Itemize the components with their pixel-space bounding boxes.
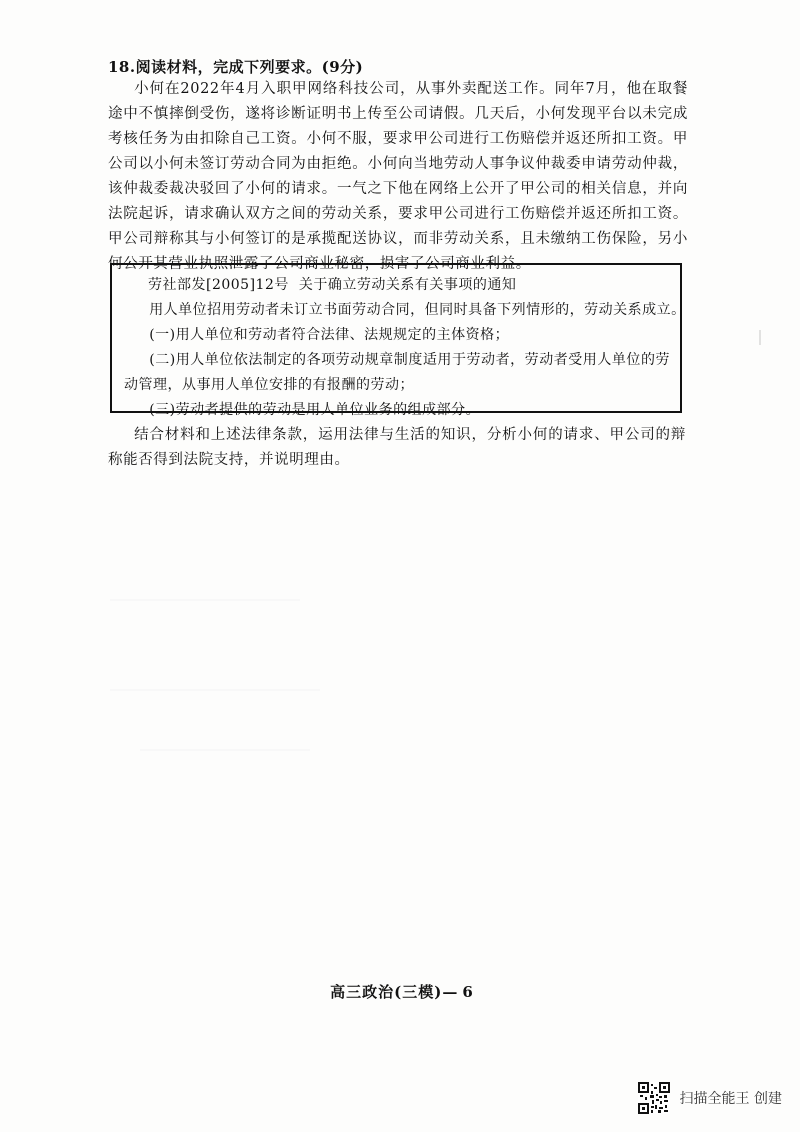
footer-subject: 高三政治(三模)— (330, 983, 459, 1001)
law-item-2: (二)用人单位依法制定的各项劳动规章制度适用于劳动者，劳动者受用人单位的劳动管理，从事用人单位安排的有报酬的劳动； (124, 352, 670, 393)
footer-page-number: 6 (462, 983, 474, 1001)
question-title: 18.阅读材料，完成下列要求。(9分) (108, 58, 364, 76)
law-doc-title: 关于确立劳动关系有关事项的通知 (298, 277, 517, 293)
law-item-3: (三)劳动者提供的劳动是用人单位业务的组成部分。 (149, 402, 481, 418)
qr-code-icon (638, 1082, 670, 1114)
scanner-watermark (638, 1080, 782, 1116)
page-footer (0, 981, 800, 1002)
watermark-text: 扫描全能王 创建 (679, 1091, 782, 1107)
law-heading (124, 273, 670, 298)
question-prompt: 结合材料和上述法律条款，运用法律与生活的知识，分析小何的请求、甲公司的辩称能否得到法院支持，并说明理由。 (108, 427, 686, 468)
law-item-1: (一)用人单位和劳动者符合法律、法规规定的主体资格； (149, 327, 510, 343)
question-material: 小何在2022年4月入职甲网络科技公司，从事外卖配送工作。同年7月，他在取餐途中不慎摔倒受伤，遂将诊断证明书上传至公司请假。几天后，小何发现平台以未完成考核任务为由扣除自己工资。小何不服，要求甲公司进行工伤赔偿并返还所扣工资。甲公司以小何未签订劳动合同为由拒绝。小何向当地劳动人事争议仲裁委申请劳动仲裁，该仲裁委裁决驳回了小何的请求。一气之下他在网络上公开了甲公司的相关信息，并向法院起诉，请求确认双方之间的劳动关系，要求甲公司进行工伤赔偿并返还所扣工资。甲公司辩称其与小何签订的是承揽配送协议，而非劳动关系，且未缴纳工伤保险，另小何公开其营业执照泄露了公司商业秘密，损害了公司商业利益。 (108, 81, 688, 272)
law-intro: 用人单位招用劳动者未订立书面劳动合同，但同时具备下列情形的，劳动关系成立。 (149, 302, 686, 318)
law-excerpt-box (110, 263, 686, 418)
law-doc-number: 劳社部发[2005]12号 (148, 277, 289, 293)
